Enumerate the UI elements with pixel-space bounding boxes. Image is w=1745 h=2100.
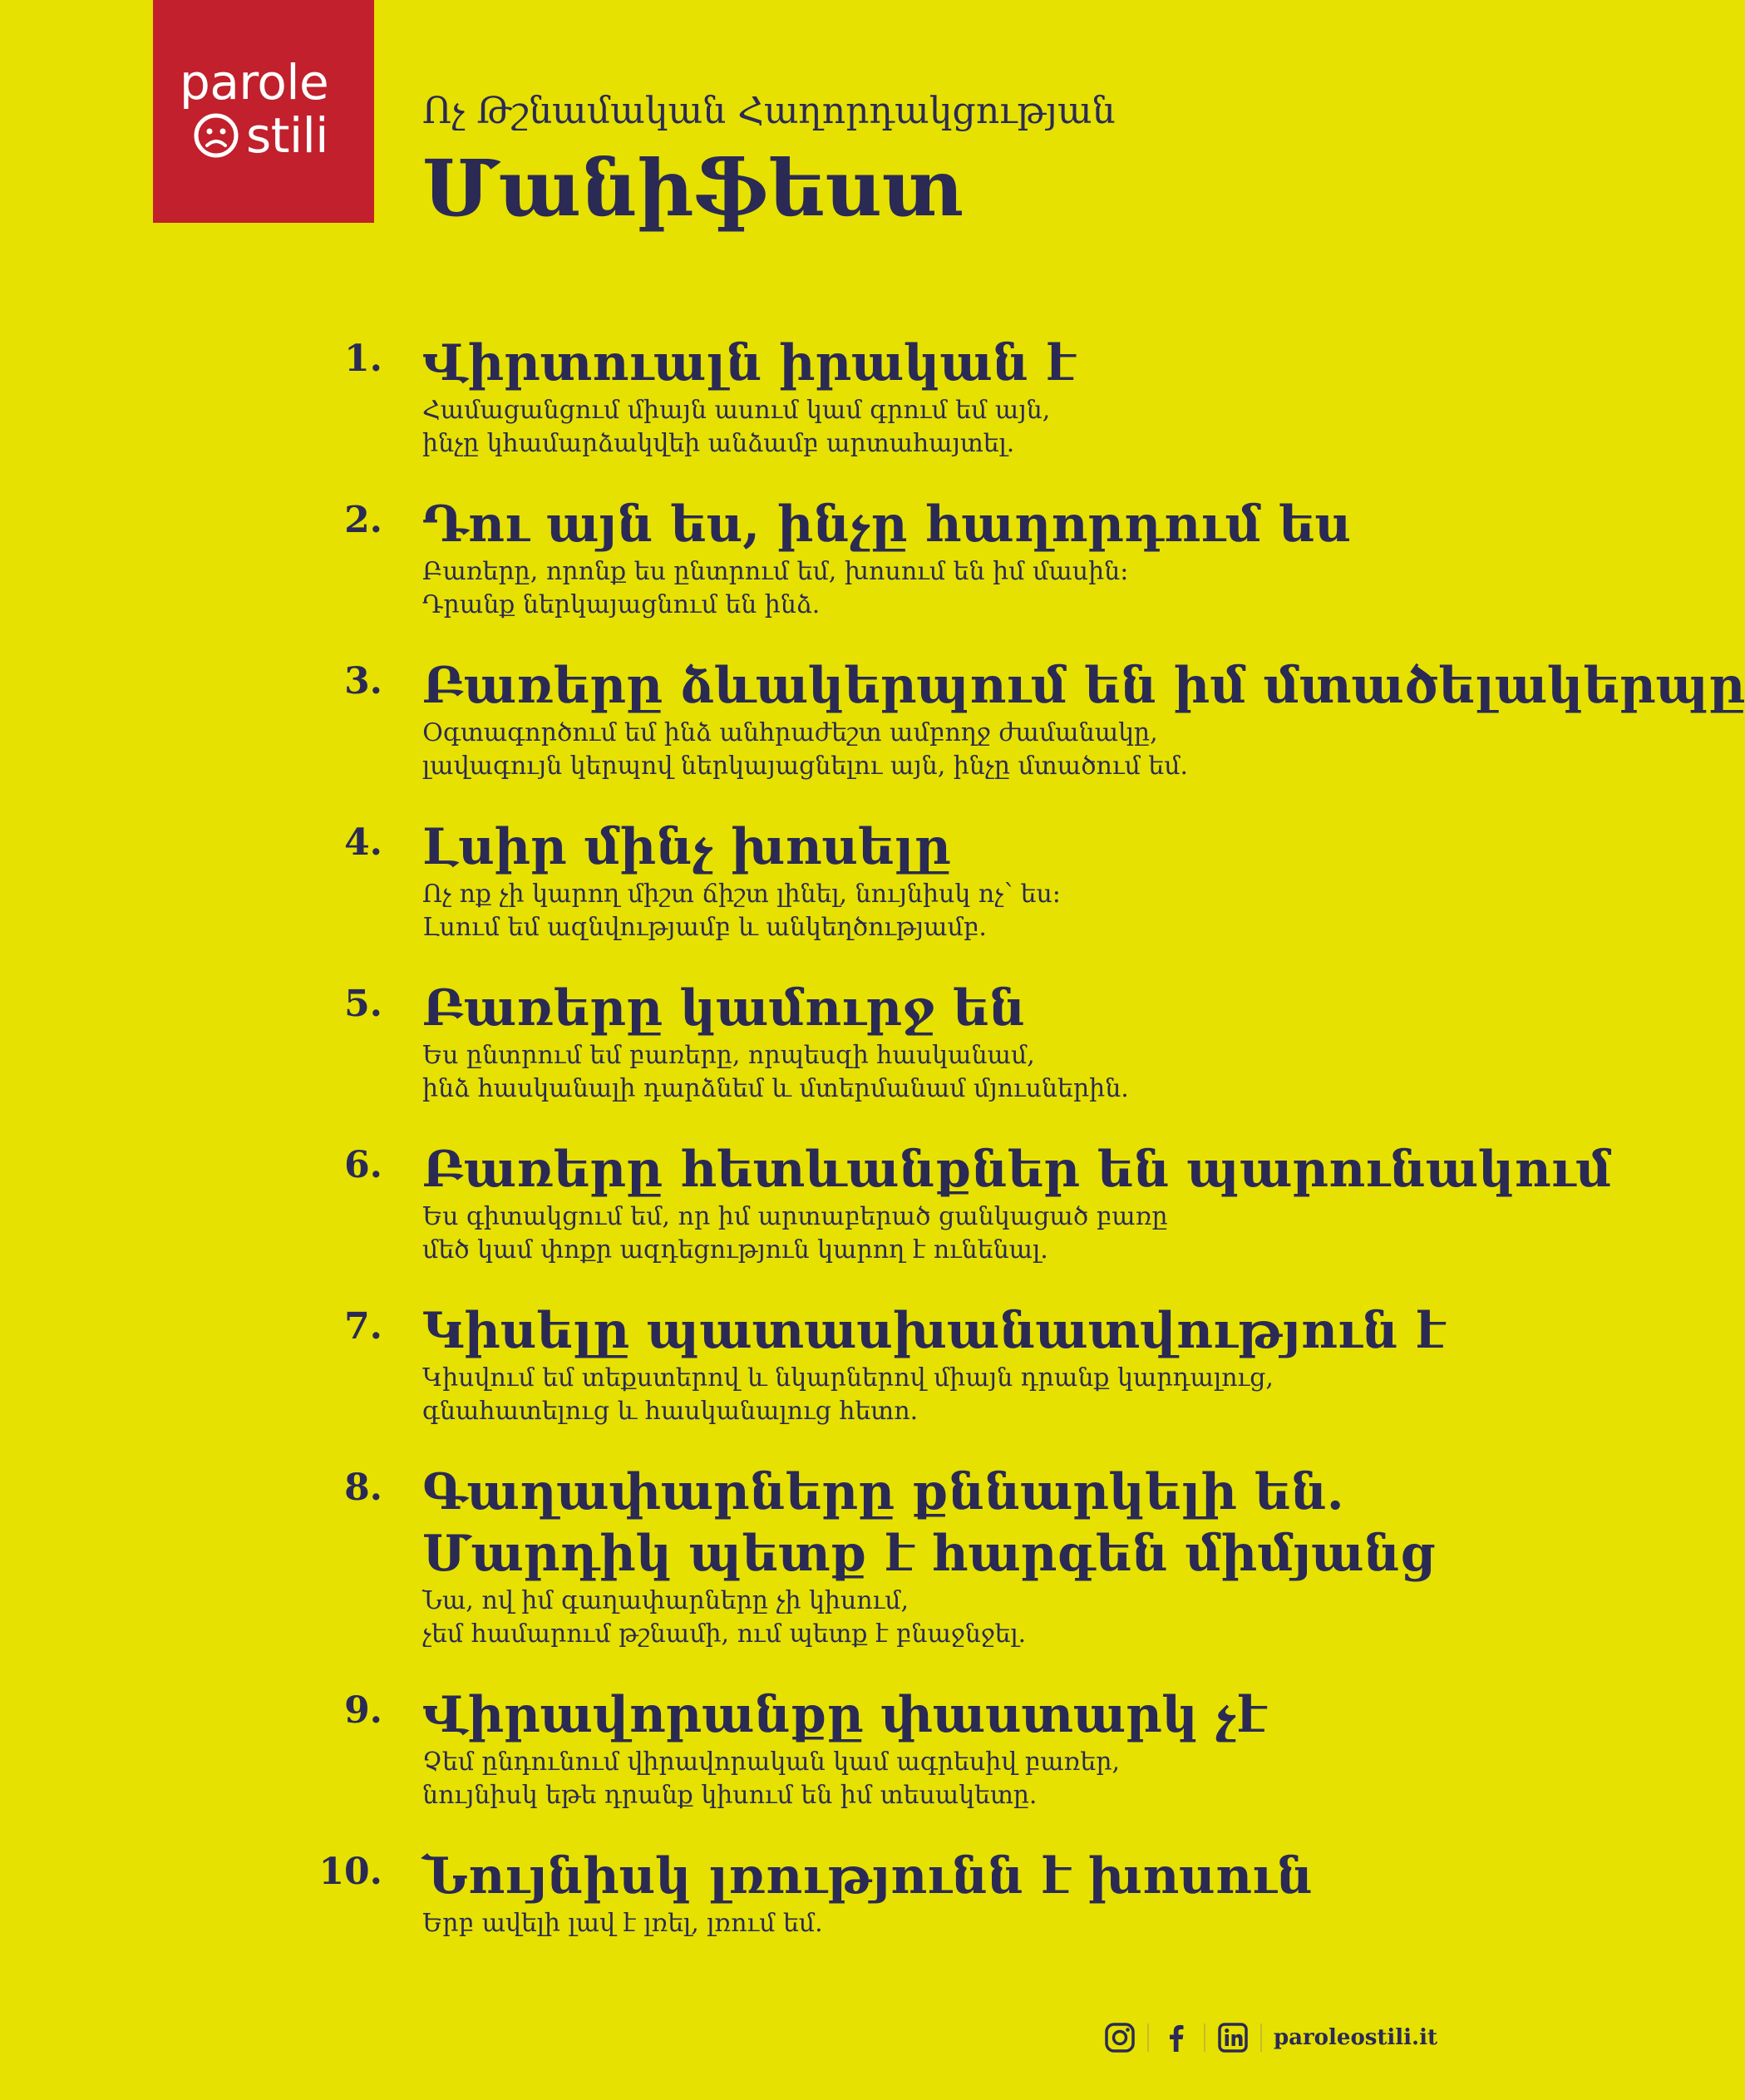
item-text-line: Ես ընտրում եմ բառերը, որպեսզի հասկանամ, <box>422 1041 1035 1070</box>
footer-divider <box>1260 2024 1262 2052</box>
item-text-line: ինձ հասկանալի դարձնեմ և մտերմանամ մյուսներին. <box>422 1074 1129 1103</box>
item-number: 9. <box>344 1689 382 1732</box>
item-text-line: Ոչ ոք չի կարող միշտ ճիշտ լինել, նույնիսկ ոչ՝ ես: <box>422 880 1061 909</box>
item-heading: Վիրավորանքը փաստարկ չէ <box>422 1686 1267 1744</box>
brand-logo <box>153 0 374 223</box>
item-text-line: Նա, ով իմ գաղափարները չի կիսում, <box>422 1586 909 1615</box>
item-text-line: Կիսվում եմ տեքստերով և նկարներով միայն դրանք կարդալուց, <box>422 1363 1274 1393</box>
manifesto-subtitle: Ոչ Թշնամական Հաղորդակցության <box>422 90 1116 132</box>
item-text-line: Ես գիտակցում եմ, որ իմ արտաբերած ցանկացած բառը <box>422 1202 1168 1231</box>
manifesto-item-9 <box>308 1684 1455 1812</box>
item-text-line: ինչը կհամարձակվեի անձամբ արտահայտել. <box>422 429 1015 458</box>
item-text-line: չեմ համարում թշնամի, ում պետք է բնաջնջել. <box>422 1619 1027 1649</box>
item-heading: Կիսելը պատասխանատվություն է <box>422 1302 1446 1360</box>
item-number: 6. <box>344 1144 382 1186</box>
manifesto-item-8 <box>308 1462 1455 1651</box>
item-number: 10. <box>318 1851 382 1893</box>
item-heading: Բառերը հետևանքներ են պարունակում <box>422 1141 1612 1199</box>
item-text-line: մեծ կամ փոքր ազդեցություն կարող է ունենալ. <box>422 1235 1048 1264</box>
item-text-line: Օգտագործում եմ ինձ անհրաժեշտ ամբողջ ժամանակը, <box>422 718 1158 747</box>
item-text-line: Բառերը, որոնք ես ընտրում եմ, խոսում են իմ մասին: <box>422 557 1129 586</box>
manifesto-title: Մանիֆեստ <box>422 143 964 234</box>
item-heading: Վիրտուալն իրական է <box>422 334 1076 392</box>
website-link[interactable]: paroleostili.it <box>1273 2025 1437 2050</box>
item-text-line: նույնիսկ եթե դրանք կիսում են իմ տեսակետը. <box>422 1781 1038 1810</box>
item-heading: Բառերը ձևակերպում են իմ մտածելակերպը <box>422 657 1745 715</box>
manifesto-list <box>308 333 1745 1974</box>
facebook-icon[interactable] <box>1161 2022 1192 2053</box>
manifesto-item-7 <box>308 1300 1455 1428</box>
manifesto-item-10 <box>308 1846 1455 1940</box>
sad-face-icon <box>193 112 239 159</box>
item-number: 7. <box>344 1305 382 1348</box>
manifesto-item-6 <box>308 1139 1612 1267</box>
item-heading: Նույնիսկ լռությունն է խոսուն <box>422 1847 1313 1905</box>
item-number: 2. <box>344 499 382 541</box>
item-heading: Լսիր մինչ խոսելը <box>422 818 951 876</box>
logo-bottom-row <box>193 107 328 164</box>
linkedin-icon[interactable] <box>1217 2022 1249 2053</box>
instagram-icon[interactable] <box>1104 2022 1136 2053</box>
item-number: 3. <box>344 660 382 702</box>
item-number: 5. <box>344 983 382 1025</box>
item-number: 4. <box>344 821 382 864</box>
item-text-line: Երբ ավելի լավ է լռել, լռում եմ. <box>422 1909 823 1938</box>
manifesto-item-3 <box>308 655 1745 783</box>
item-heading: Բառերը կամուրջ են <box>422 979 1025 1038</box>
item-heading: Դու այն ես, ինչը հաղորդում ես <box>422 495 1352 554</box>
logo-word-stili: stili <box>246 107 328 164</box>
item-text-line: գնահատելուց և հասկանալուց հետո. <box>422 1397 919 1426</box>
manifesto-item-4 <box>308 816 1455 944</box>
item-text-line: Համացանցում միայն ասում կամ գրում եմ այն, <box>422 396 1051 425</box>
manifesto-item-1 <box>308 333 1455 461</box>
item-text-line: Լսում եմ ազնվությամբ և անկեղծությամբ. <box>422 913 987 942</box>
item-text-line: լավագույն կերպով ներկայացնելու այն, ինչը մտածում եմ. <box>422 752 1189 781</box>
item-number: 1. <box>344 338 382 380</box>
footer-divider <box>1204 2024 1205 2052</box>
item-heading: Գաղափարները քննարկելի են. <box>422 1463 1344 1521</box>
item-text-line: Չեմ ընդունում վիրավորական կամ ագրեսիվ բառեր, <box>422 1748 1121 1777</box>
manifesto-item-5 <box>308 978 1455 1106</box>
footer-social <box>1104 2022 1437 2053</box>
logo-word-parole: parole <box>180 54 329 111</box>
item-number: 8. <box>344 1467 382 1509</box>
item-text-line: Դրանք ներկայացնում են ինձ. <box>422 590 821 619</box>
footer-divider <box>1147 2024 1149 2052</box>
item-heading-line-2: Մարդիկ պետք է հարգեն միմյանց <box>422 1525 1436 1583</box>
manifesto-item-2 <box>308 494 1455 622</box>
